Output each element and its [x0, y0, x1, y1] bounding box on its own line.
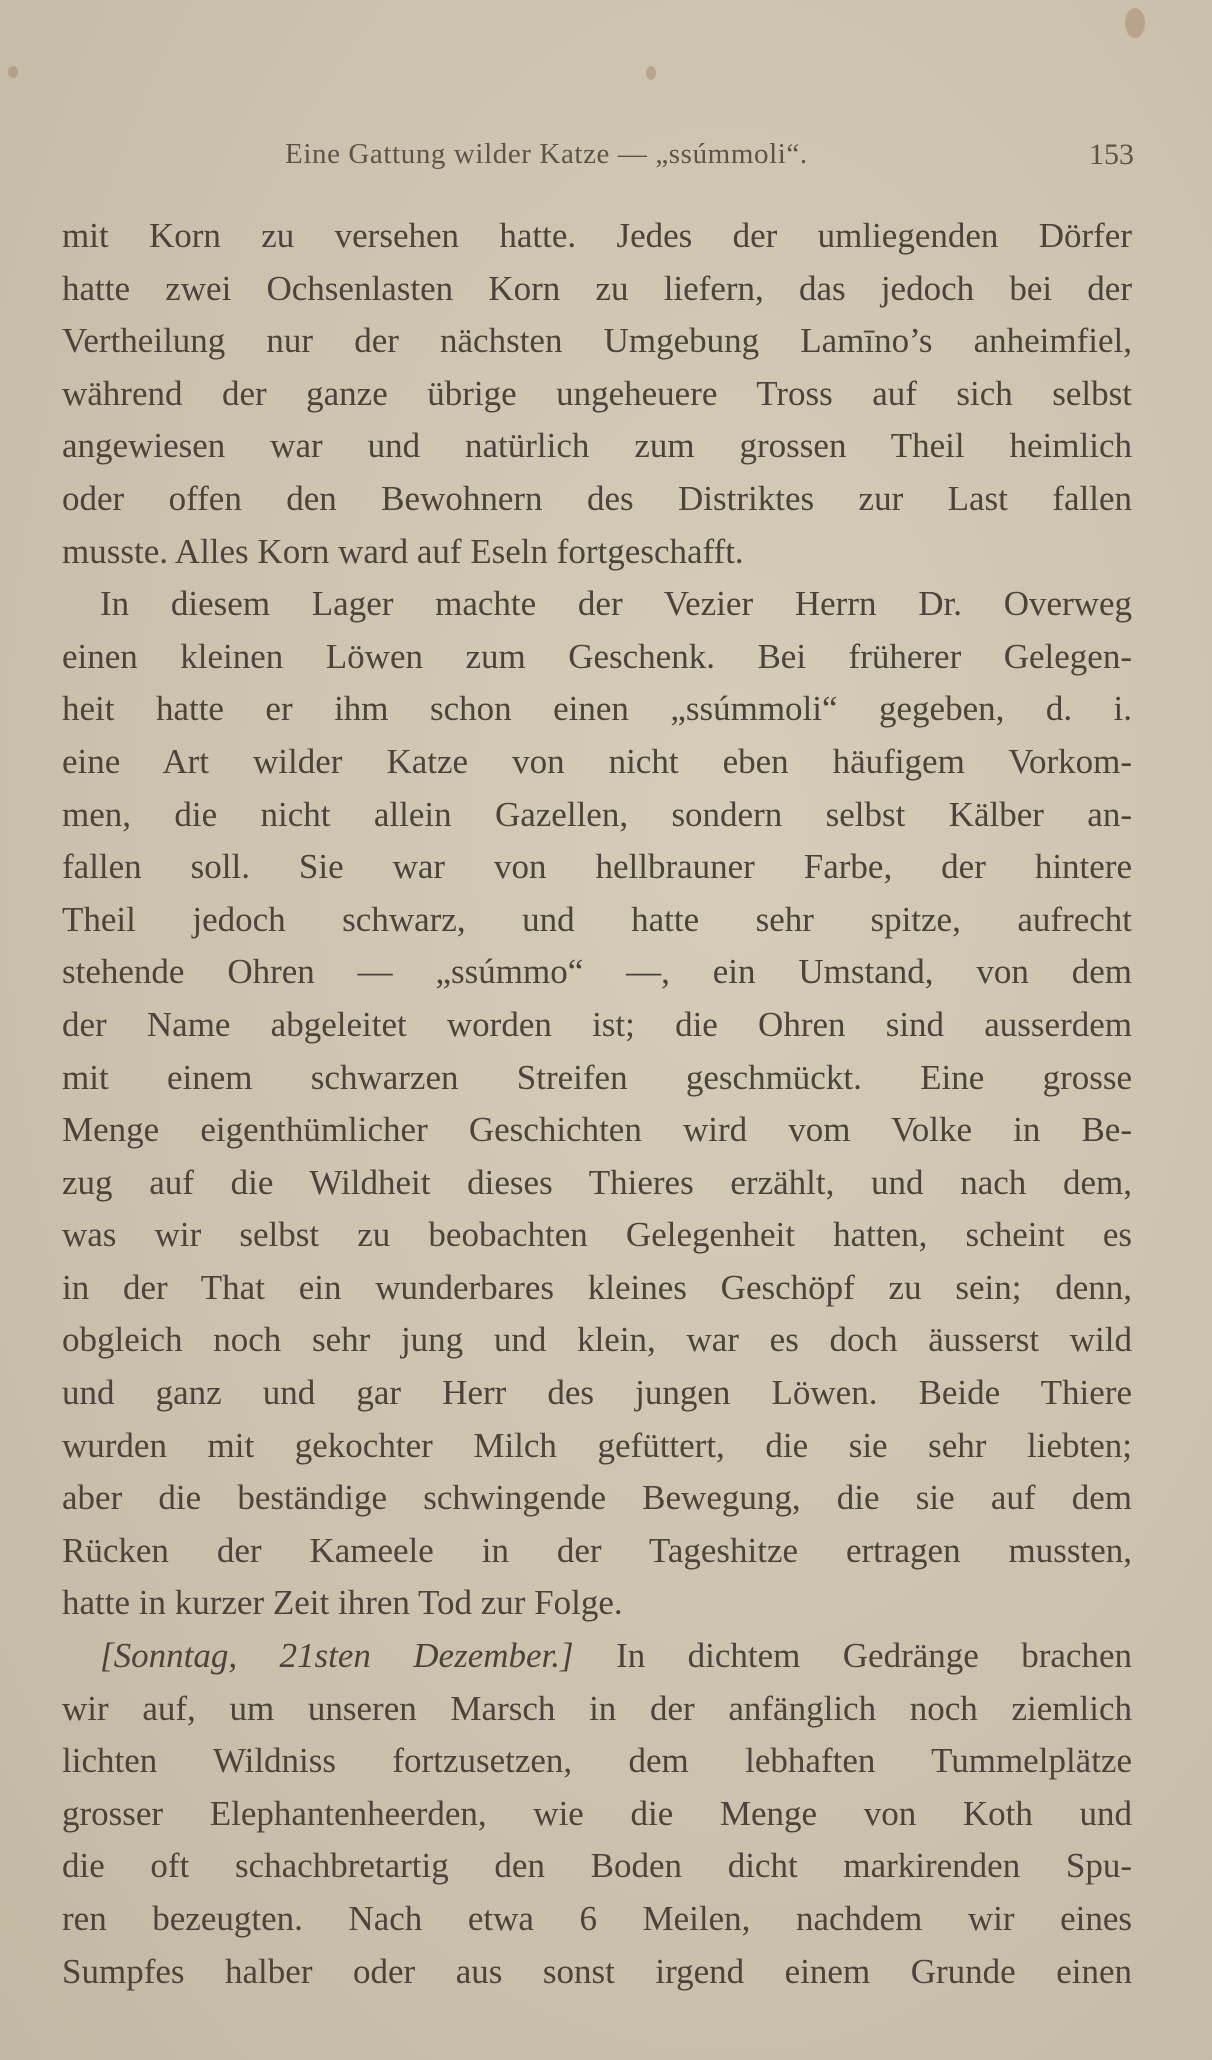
ink-smudge	[8, 66, 18, 78]
text-line	[62, 1630, 1132, 1683]
text-line: in der That ein wunderbares kleines Geschöpf zu sein; denn,	[62, 1267, 1132, 1307]
text-line: ren bezeugten. Nach etwa 6 Meilen, nachdem wir eines	[62, 1899, 1132, 1938]
text-line: hatte zwei Ochsenlasten Korn zu liefern, das jedoch bei der	[62, 268, 1132, 308]
date-reference: [Sonntag, 21sten Dezember.]	[100, 1636, 574, 1676]
page-number: 153	[1089, 138, 1134, 171]
text-line: Vertheilung nur der nächsten Umgebung Lamīno’s anheimfiel,	[62, 321, 1132, 361]
text-line: grosser Elephantenheerden, wie die Menge von Koth und	[62, 1793, 1132, 1833]
text-line: wir auf, um unseren Marsch in der anfänglich noch ziemlich	[62, 1688, 1132, 1728]
text-line: fallen soll. Sie war von hellbrauner Farbe, der hintere	[62, 847, 1132, 887]
text-line: stehende Ohren — „ssúmmo“ —, ein Umstand, von dem	[62, 952, 1132, 992]
text-line: men, die nicht allein Gazellen, sondern selbst Kälber an-	[62, 794, 1132, 834]
text-line: eine Art wilder Katze von nicht eben häufigem Vorkom-	[62, 741, 1132, 781]
text-line: musste. Alles Korn ward auf Eseln fortgeschafft.	[62, 531, 744, 571]
body-text	[62, 210, 1132, 1998]
running-title: Eine Gattung wilder Katze — „ssúmmoli“.	[285, 138, 808, 170]
ink-smudge	[1125, 8, 1145, 38]
text-fragment: In dichtem Gedränge brachen	[616, 1636, 1132, 1676]
text-line: mit einem schwarzen Streifen geschmückt. Eine grosse	[62, 1057, 1132, 1097]
text-line: Theil jedoch schwarz, und hatte sehr spitze, aufrecht	[62, 899, 1132, 939]
text-line: was wir selbst zu beobachten Gelegenheit hatten, scheint es	[62, 1215, 1132, 1255]
text-line: die oft schachbretartig den Boden dicht markirenden Spu-	[62, 1846, 1132, 1886]
text-line: zug auf die Wildheit dieses Thieres erzählt, und nach dem,	[62, 1162, 1132, 1202]
text-line: oder offen den Bewohnern des Distriktes zur Last fallen	[62, 478, 1132, 518]
text-line: der Name abgeleitet worden ist; die Ohren sind ausserdem	[62, 1004, 1132, 1044]
text-line: Sumpfes halber oder aus sonst irgend einem Grunde einen	[62, 1951, 1132, 1991]
text-line: aber die beständige schwingende Bewegung, die sie auf dem	[62, 1478, 1132, 1518]
text-line: Rücken der Kameele in der Tageshitze ertragen mussten,	[62, 1530, 1132, 1570]
text-line: mit Korn zu versehen hatte. Jedes der umliegenden Dörfer	[62, 216, 1132, 255]
text-line: einen kleinen Löwen zum Geschenk. Bei früherer Gelegen-	[62, 636, 1132, 676]
text-line: lichten Wildniss fortzusetzen, dem lebhaften Tummelplätze	[62, 1741, 1132, 1781]
text-line: wurden mit gekochter Milch gefüttert, die sie sehr liebten;	[62, 1425, 1132, 1465]
text-line: während der ganze übrige ungeheuere Tross auf sich selbst	[62, 373, 1132, 413]
text-line: obgleich noch sehr jung und klein, war es doch äusserst wild	[62, 1320, 1132, 1360]
text-line: und ganz und gar Herr des jungen Löwen. Beide Thiere	[62, 1373, 1132, 1413]
text-line: heit hatte er ihm schon einen „ssúmmoli“ gegeben, d. i.	[62, 689, 1132, 729]
text-line: In diesem Lager machte der Vezier Herrn Dr. Overweg	[100, 584, 1132, 624]
text-line: angewiesen war und natürlich zum grossen Theil heimlich	[62, 426, 1132, 466]
ink-smudge	[646, 66, 656, 80]
text-line: Menge eigenthümlicher Geschichten wird vom Volke in Be-	[62, 1110, 1132, 1150]
running-header	[0, 138, 1212, 182]
text-line: hatte in kurzer Zeit ihren Tod zur Folge.	[62, 1583, 623, 1623]
